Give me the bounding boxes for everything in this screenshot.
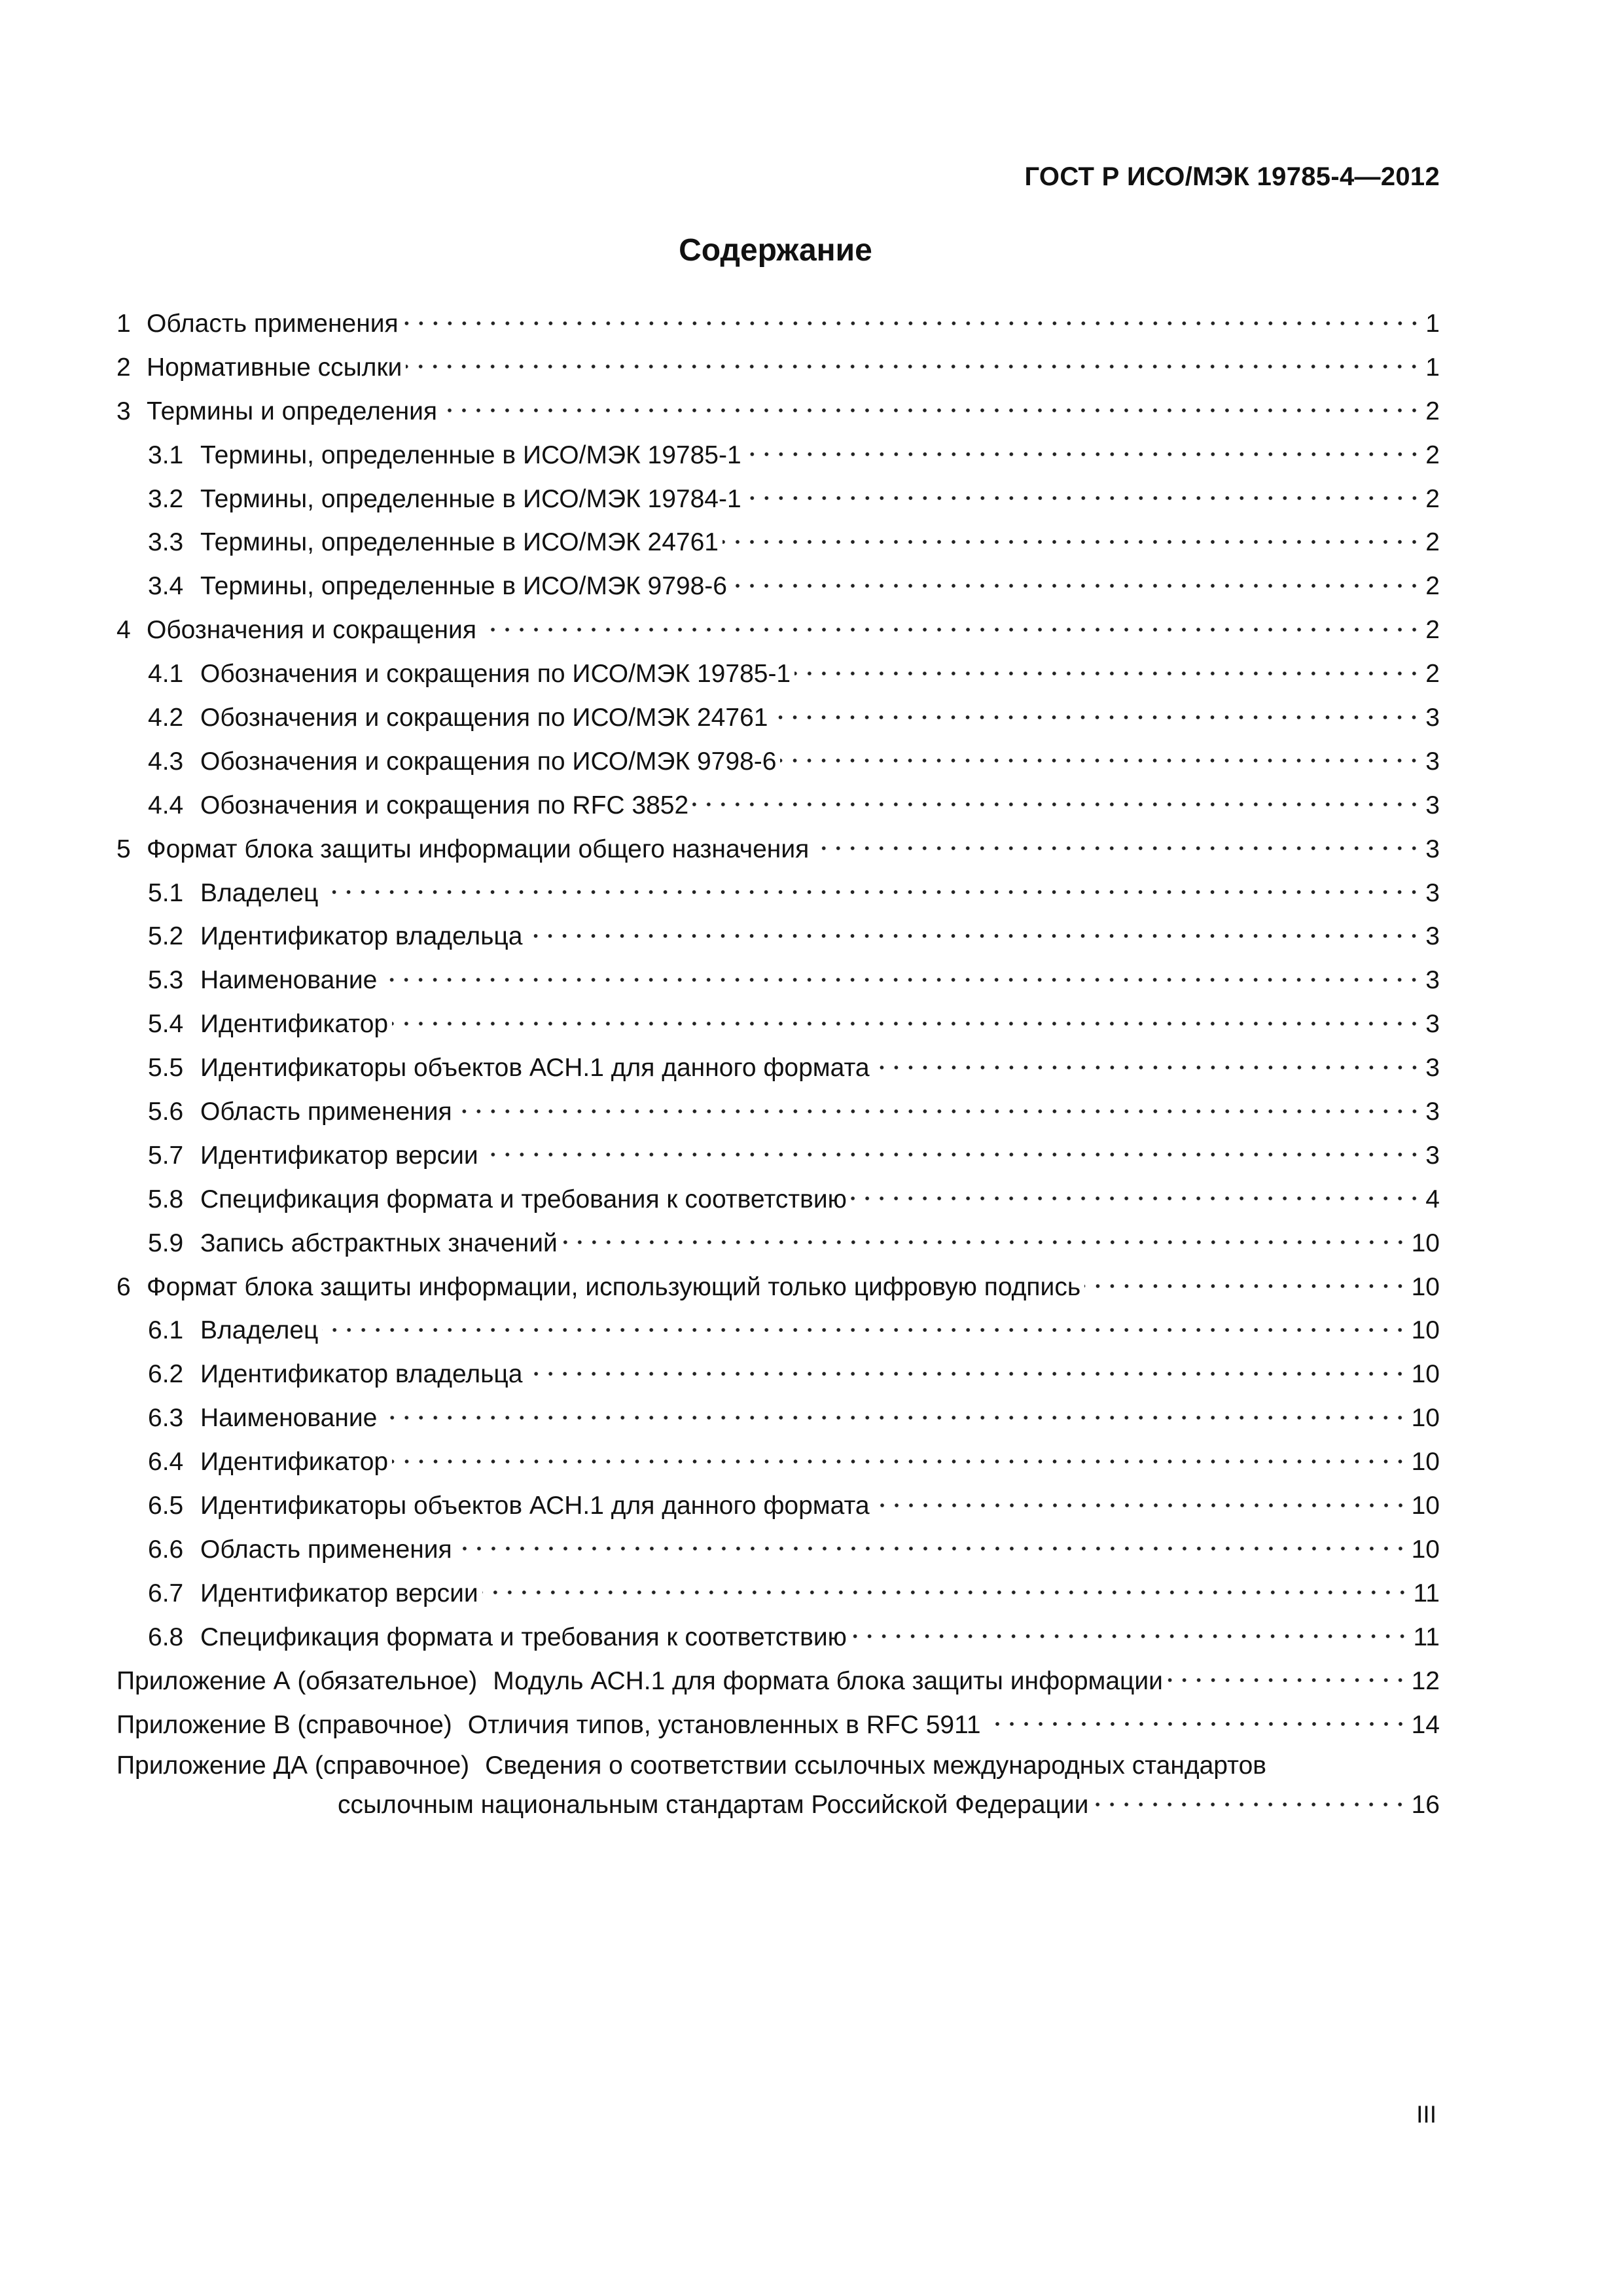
toc-page-number: 3: [1425, 834, 1440, 863]
toc-entry-label: Термины, определенные в ИСО/МЭК 24761: [200, 528, 719, 557]
toc-entry-label: Формат блока защиты информации общего назначения: [147, 834, 810, 863]
toc-entry-number: 5.8: [148, 1185, 184, 1213]
toc-page-number: 10: [1411, 1316, 1440, 1345]
dot-leader: [456, 1098, 1421, 1124]
toc-entry-label: Область применения: [147, 310, 399, 338]
toc-page-number: 3: [1425, 791, 1440, 819]
dot-leader: [794, 660, 1421, 686]
toc-entry[interactable]: [116, 1616, 1440, 1660]
toc-entry[interactable]: [116, 346, 1440, 390]
toc-entry-label: Владелец: [200, 878, 319, 907]
toc-entry[interactable]: [116, 1309, 1440, 1353]
toc-entry[interactable]: [116, 1353, 1440, 1397]
toc-page-number: 10: [1411, 1360, 1440, 1389]
dot-leader: [526, 923, 1421, 948]
toc-entry-label: Приложение ДА (справочное) Сведения о соответствии ссылочных международных стандартов: [116, 1751, 1266, 1780]
toc-entry-label: Наименование: [200, 1404, 378, 1433]
toc-entry-number: 4.1: [148, 660, 184, 689]
toc-entry-label: Термины, определенные в ИСО/МЭК 19785-1: [200, 440, 741, 469]
dot-leader: [745, 442, 1421, 467]
toc-page-number: 10: [1411, 1229, 1440, 1257]
dot-leader: [692, 792, 1421, 817]
toc-page-number: 3: [1425, 1054, 1440, 1083]
toc-page-number: 2: [1425, 572, 1440, 601]
toc-entry-number: 5.4: [148, 1010, 184, 1039]
toc-entry-number: 6.8: [148, 1623, 184, 1651]
toc-page-number: 1: [1425, 310, 1440, 338]
toc-entry[interactable]: [116, 521, 1440, 565]
toc-entry-label: Термины, определенные в ИСО/МЭК 9798-6: [200, 572, 727, 601]
dot-leader: [381, 1405, 1407, 1430]
toc-page-number: 11: [1413, 1579, 1440, 1607]
toc-entry-label: Приложение В (справочное) Отличия типов, установленных в RFC 5911: [116, 1710, 981, 1739]
toc-page-number: 10: [1411, 1492, 1440, 1520]
dot-leader: [381, 967, 1421, 992]
dot-leader: [406, 354, 1421, 380]
toc-entry-number: 4.4: [148, 791, 184, 819]
toc-entry-number: 5.5: [148, 1054, 184, 1083]
dot-leader: [392, 1011, 1421, 1036]
toc-page-number: 16: [1411, 1791, 1440, 1820]
toc-page-number: 10: [1411, 1448, 1440, 1477]
toc-entry-label: Идентификатор владельца: [200, 922, 523, 951]
toc-page-number: 10: [1411, 1404, 1440, 1433]
toc-entry[interactable]: [116, 1397, 1440, 1441]
dot-leader: [402, 310, 1421, 336]
toc-entry-number: 6.6: [148, 1535, 184, 1564]
toc-page-number: 3: [1425, 1141, 1440, 1170]
toc-entry-label: Идентификаторы объектов АСН.1 для данного формата: [200, 1054, 870, 1083]
toc-entry-label: Область применения: [200, 1535, 452, 1564]
toc-entry-label: Термины, определенные в ИСО/МЭК 19784-1: [200, 484, 741, 513]
toc-page-number: 11: [1413, 1623, 1440, 1651]
toc-entry-number: 5.6: [148, 1098, 184, 1126]
table-of-contents: [116, 302, 1440, 1825]
toc-entry-label: Обозначения и сокращения по ИСО/МЭК 9798-6: [200, 747, 777, 776]
toc-entry-label: Идентификатор версии: [200, 1141, 478, 1170]
toc-entry[interactable]: [116, 1047, 1440, 1090]
toc-entry[interactable]: [116, 434, 1440, 478]
dot-leader: [1092, 1791, 1407, 1817]
toc-entry[interactable]: [116, 1528, 1440, 1572]
toc-page-number: 2: [1425, 616, 1440, 645]
dot-leader: [851, 1186, 1421, 1211]
toc-entry-label: Термины и определения: [147, 397, 438, 425]
dot-leader: [322, 1317, 1407, 1342]
toc-entry[interactable]: [116, 872, 1440, 916]
toc-entry-label: Обозначения и сокращения по ИСО/МЭК 24761: [200, 704, 768, 732]
dot-leader: [441, 398, 1421, 423]
toc-entry-label: Идентификатор: [200, 1448, 389, 1477]
toc-entry-label: Спецификация формата и требования к соответствию: [200, 1185, 847, 1213]
toc-page-number: 3: [1425, 1010, 1440, 1039]
toc-entry[interactable]: [116, 959, 1440, 1003]
toc-entry-number: 5.2: [148, 922, 184, 951]
toc-page-number: 2: [1425, 484, 1440, 513]
toc-appendix-da-continuation[interactable]: [116, 1785, 1440, 1825]
toc-entry-label: Идентификатор владельца: [200, 1360, 523, 1389]
toc-appendix-b[interactable]: [116, 1704, 1440, 1748]
toc-page-number: 10: [1411, 1272, 1440, 1301]
toc-entry[interactable]: [116, 1090, 1440, 1134]
dot-leader: [456, 1536, 1408, 1562]
toc-entry-number: 3.1: [148, 440, 184, 469]
toc-entry-number: 6.2: [148, 1360, 184, 1389]
toc-entry-number: 4: [116, 616, 131, 645]
dot-leader: [731, 573, 1421, 598]
toc-entry[interactable]: [116, 1222, 1440, 1266]
dot-leader: [1084, 1274, 1407, 1299]
toc-page-number: 3: [1425, 747, 1440, 776]
toc-entry-label: Нормативные ссылки: [147, 353, 402, 382]
toc-page-number: 2: [1425, 528, 1440, 557]
dot-leader: [874, 1054, 1421, 1080]
toc-page-number: 2: [1425, 440, 1440, 469]
dot-leader: [1167, 1668, 1408, 1693]
toc-page-number: 12: [1411, 1666, 1440, 1695]
toc-entry[interactable]: [116, 1178, 1440, 1222]
toc-entry[interactable]: [116, 915, 1440, 959]
dot-leader: [482, 1142, 1421, 1168]
dot-leader: [322, 880, 1421, 905]
toc-entry-label: Обозначения и сокращения по RFC 3852: [200, 791, 689, 819]
toc-entry[interactable]: [116, 565, 1440, 609]
toc-page-number: 2: [1425, 397, 1440, 425]
toc-entry[interactable]: [116, 1441, 1440, 1484]
dot-leader: [851, 1624, 1410, 1649]
toc-entry-label: Формат блока защиты информации, использующий только цифровую подпись: [147, 1272, 1081, 1301]
document-id-header: ГОСТ Р ИСО/МЭК 19785-4—2012: [1024, 162, 1440, 191]
toc-entry[interactable]: [116, 1266, 1440, 1310]
toc-entry-label: Обозначения и сокращения: [147, 616, 476, 645]
toc-entry-label: Владелец: [200, 1316, 319, 1345]
toc-entry-number: 6.7: [148, 1579, 184, 1607]
toc-entry[interactable]: [116, 1484, 1440, 1528]
toc-entry-number: 3: [116, 397, 131, 425]
toc-page-number: 3: [1425, 704, 1440, 732]
page-title: Содержание: [679, 233, 872, 268]
toc-entry[interactable]: [116, 784, 1440, 828]
toc-entry-number: 6: [116, 1272, 131, 1301]
toc-entry-number: 6.5: [148, 1492, 184, 1520]
dot-leader: [392, 1448, 1408, 1474]
toc-entry-number: 6.1: [148, 1316, 184, 1345]
toc-entry-number: 3.4: [148, 572, 184, 601]
dot-leader: [722, 529, 1421, 554]
toc-entry[interactable]: [116, 1134, 1440, 1178]
toc-page-number: 3: [1425, 1098, 1440, 1126]
dot-leader: [985, 1712, 1408, 1737]
toc-entry-number: 5.7: [148, 1141, 184, 1170]
toc-entry-number: 1: [116, 310, 131, 338]
dot-leader: [772, 704, 1421, 730]
toc-entry-label: Спецификация формата и требования к соответствию: [200, 1623, 847, 1651]
toc-entry[interactable]: [116, 828, 1440, 872]
toc-entry-label: Обозначения и сокращения по ИСО/МЭК 19785-1: [200, 660, 791, 689]
toc-entry-number: 5: [116, 834, 131, 863]
dot-leader: [480, 617, 1421, 642]
toc-page-number: 14: [1411, 1710, 1440, 1739]
toc-entry-number: 6.4: [148, 1448, 184, 1477]
toc-entry-label: Идентификатор: [200, 1010, 389, 1039]
toc-entry[interactable]: [116, 696, 1440, 740]
toc-entry-label: Приложение А (обязательное) Модуль АСН.1 для формата блока защиты информации: [116, 1666, 1163, 1695]
toc-entry-label-continuation: ссылочным национальным стандартам Российской Федерации: [338, 1791, 1089, 1820]
toc-appendix-da[interactable]: [116, 1747, 1440, 1785]
toc-entry-label: Идентификатор версии: [200, 1579, 478, 1607]
toc-entry-label: Наименование: [200, 966, 378, 995]
toc-entry-number: 5.9: [148, 1229, 184, 1257]
toc-entry-number: 3.2: [148, 484, 184, 513]
dot-leader: [526, 1361, 1407, 1386]
toc-page-number: 2: [1425, 660, 1440, 689]
toc-page-number: 3: [1425, 878, 1440, 907]
dot-leader: [780, 748, 1421, 774]
dot-leader: [813, 836, 1421, 861]
toc-entry[interactable]: [116, 653, 1440, 696]
dot-leader: [562, 1230, 1408, 1255]
toc-page-number: 3: [1425, 966, 1440, 995]
toc-entry[interactable]: [116, 390, 1440, 434]
toc-entry-number: 4.3: [148, 747, 184, 776]
toc-entry[interactable]: [116, 478, 1440, 522]
toc-page-number: 4: [1425, 1185, 1440, 1213]
toc-entry-number: 2: [116, 353, 131, 382]
toc-entry-number: 4.2: [148, 704, 184, 732]
toc-entry[interactable]: [116, 1572, 1440, 1616]
toc-entry[interactable]: [116, 1003, 1440, 1047]
toc-entry-label: Идентификаторы объектов АСН.1 для данного формата: [200, 1492, 870, 1520]
toc-entry-number: 5.3: [148, 966, 184, 995]
toc-entry-label: Область применения: [200, 1098, 452, 1126]
dot-leader: [482, 1580, 1410, 1605]
dot-leader: [874, 1492, 1408, 1518]
toc-entry-number: 5.1: [148, 878, 184, 907]
toc-page-number: 1: [1425, 353, 1440, 382]
toc-page-number: 3: [1425, 922, 1440, 951]
page-number-footer: III: [1416, 2101, 1436, 2128]
toc-page-number: 10: [1411, 1535, 1440, 1564]
dot-leader: [745, 486, 1421, 511]
toc-entry[interactable]: [116, 609, 1440, 653]
toc-appendix-a[interactable]: [116, 1660, 1440, 1704]
toc-entry[interactable]: [116, 302, 1440, 346]
toc-entry-number: 3.3: [148, 528, 184, 557]
toc-entry-label: Запись абстрактных значений: [200, 1229, 558, 1257]
toc-entry[interactable]: [116, 740, 1440, 784]
toc-entry-number: 6.3: [148, 1404, 184, 1433]
